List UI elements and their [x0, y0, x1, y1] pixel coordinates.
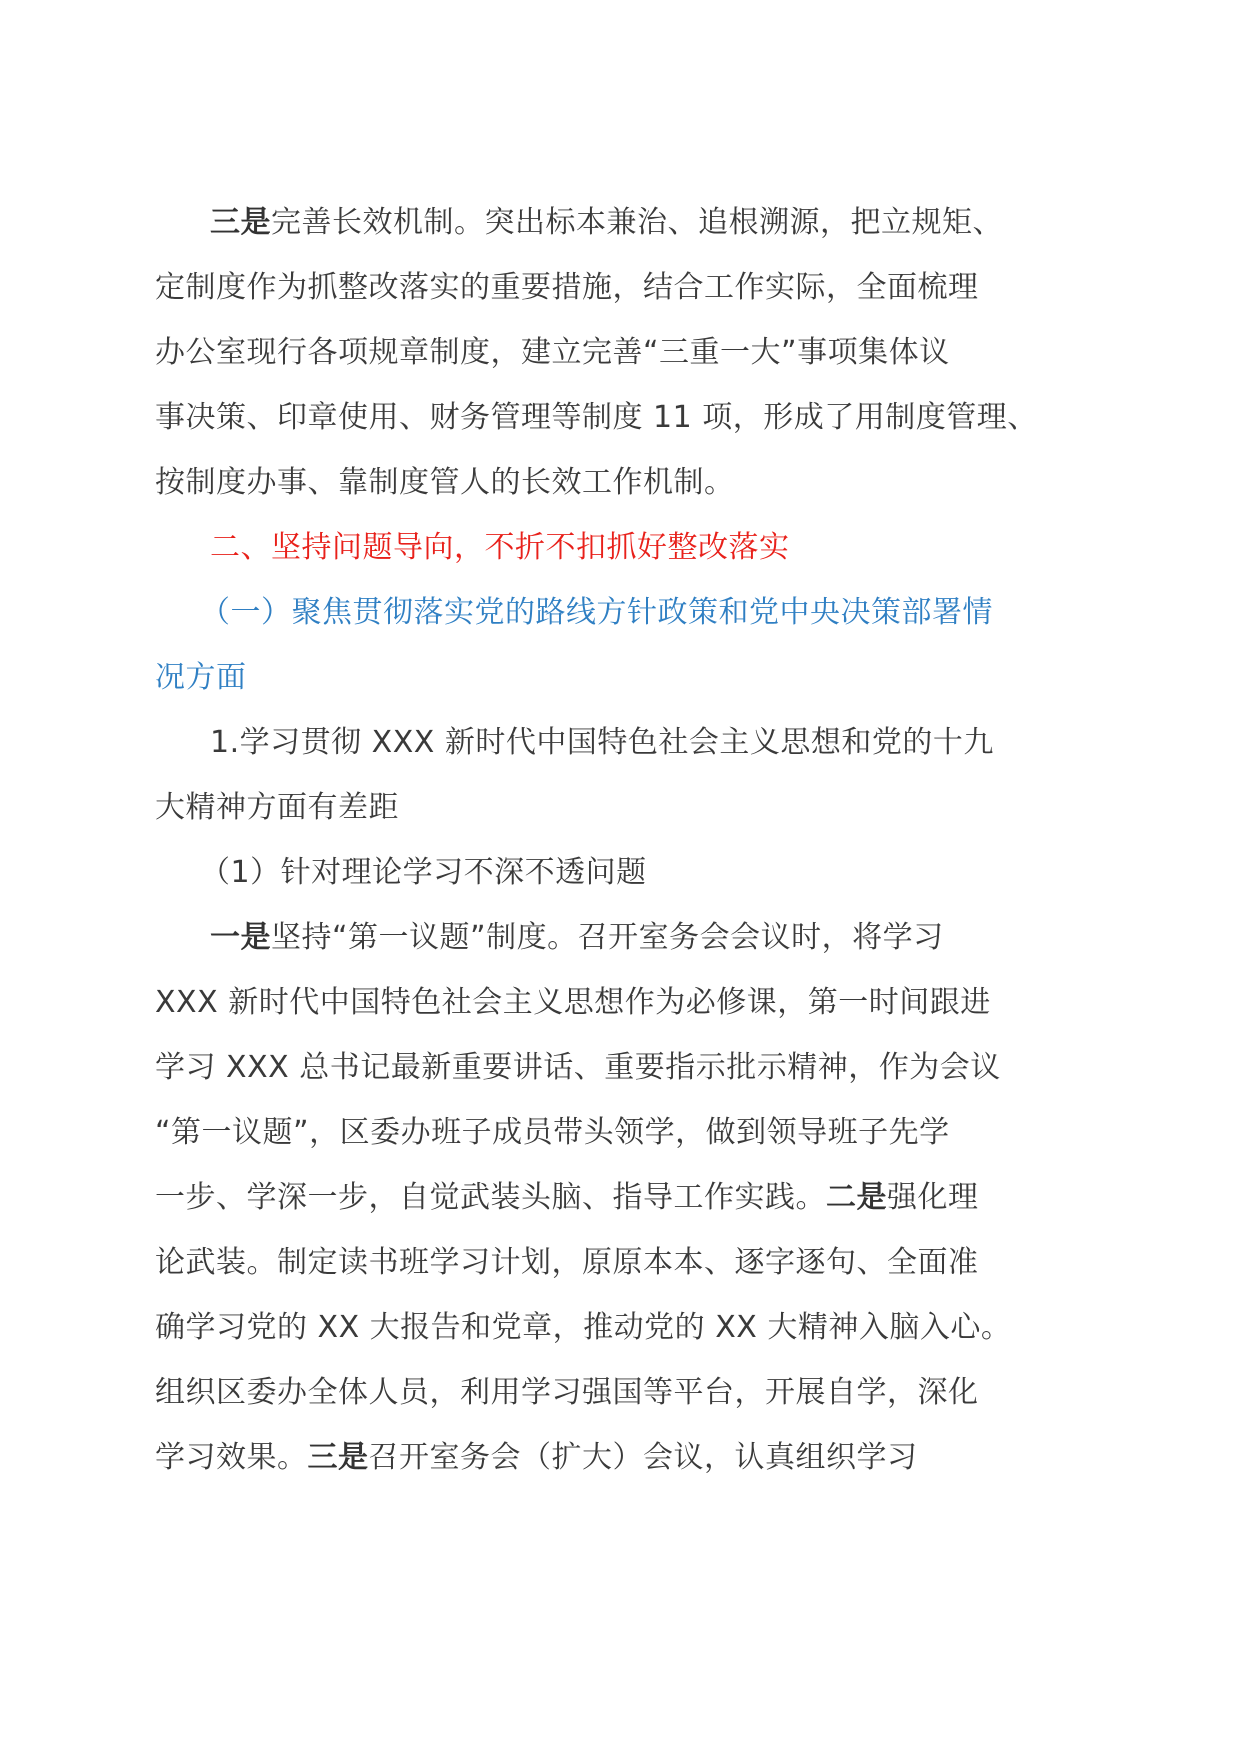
paragraph-line: 定制度作为抓整改落实的重要措施，结合工作实际，全面梳理	[155, 270, 979, 305]
paragraph-line: “第一议题”，区委办班子成员带头领学，做到领导班子先学	[155, 1115, 950, 1150]
section-heading: 二、坚持问题导向，不折不扣抓好整改落实	[210, 530, 790, 565]
paragraph-text: 召开室务会（扩大）会议，认真组织学习	[368, 1440, 918, 1475]
paragraph-line: 学习 XXX 总书记最新重要讲话、重要指示批示精神，作为会议	[155, 1050, 1001, 1085]
paragraph-line: XXX 新时代中国特色社会主义思想作为必修课，第一时间跟进	[155, 985, 991, 1020]
paragraph-line: 组织区委办全体人员，利用学习强国等平台，开展自学，深化	[155, 1375, 979, 1410]
paragraph-line	[155, 905, 1095, 970]
paragraph-text: 强化理	[887, 1180, 979, 1215]
paragraph-lead: 三是	[307, 1440, 369, 1475]
paragraph-text: 完善长效机制。突出标本兼治、追根溯源，把立规矩、	[271, 205, 1003, 240]
paragraph-line: 确学习党的 XX 大报告和党章，推动党的 XX 大精神入脑入心。	[155, 1310, 1012, 1345]
paragraph-line	[155, 190, 1095, 255]
item-heading-continued: 大精神方面有差距	[155, 790, 399, 825]
paragraph-line: 办公室现行各项规章制度，建立完善“三重一大”事项集体议	[155, 335, 950, 370]
subsection-heading: （一）聚焦贯彻落实党的路线方针政策和党中央决策部署情	[200, 595, 993, 630]
paragraph-text: 一步、学深一步，自觉武装头脑、指导工作实践。	[155, 1180, 826, 1215]
document-body	[155, 190, 1095, 1490]
paragraph-text: 坚持“第一议题”制度。召开室务会会议时，将学习	[271, 920, 944, 955]
paragraph-line: 论武装。制定读书班学习计划，原原本本、逐字逐句、全面准	[155, 1245, 979, 1280]
paragraph-line: 事决策、印章使用、财务管理等制度 11 项，形成了用制度管理、	[155, 400, 1038, 435]
paragraph-line	[155, 1425, 1095, 1490]
subsection-heading-continued: 况方面	[155, 660, 247, 695]
paragraph-line	[155, 1165, 1095, 1230]
paragraph-lead: 二是	[826, 1180, 887, 1215]
paragraph-line: 按制度办事、靠制度管人的长效工作机制。	[155, 465, 735, 500]
paragraph-lead: 一是	[210, 920, 271, 955]
subitem-heading: （1）针对理论学习不深不透问题	[200, 855, 647, 890]
paragraph-lead: 三是	[210, 205, 271, 240]
paragraph-text: 学习效果。	[155, 1440, 308, 1475]
item-heading: 1.学习贯彻 XXX 新时代中国特色社会主义思想和党的十九	[210, 725, 994, 760]
